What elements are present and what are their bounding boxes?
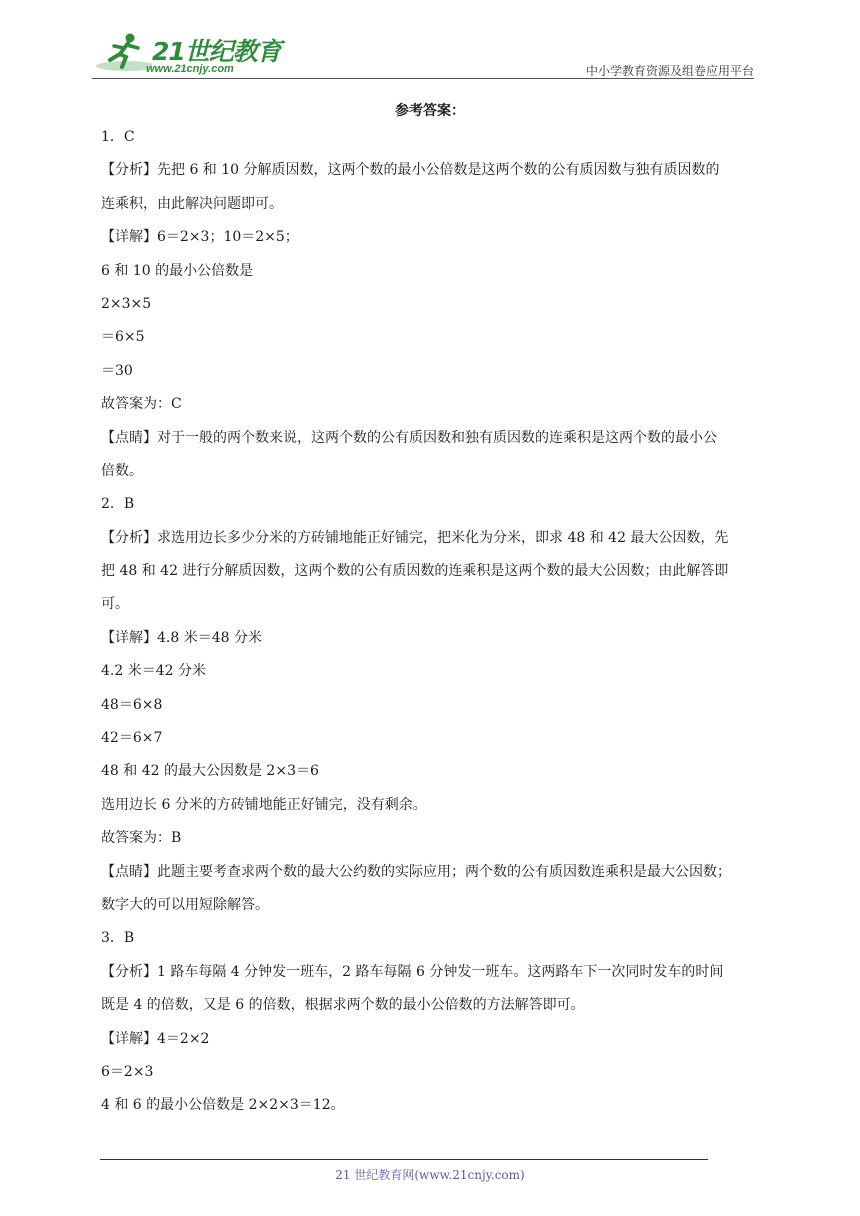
- answer-line: 2．B: [101, 496, 135, 513]
- logo-url: www.21cnjy.com: [146, 63, 234, 75]
- answer-line: 【详解】4＝2×2: [101, 1030, 210, 1047]
- logo-text: 21世纪教育: [152, 37, 281, 66]
- answer-line: 【详解】4.8 米＝48 分米: [101, 629, 262, 646]
- answer-line: 【分析】求选用边长多少分米的方砖铺地能正好铺完，把米化为分米，即求 48 和 42 最大公因数，先: [101, 529, 729, 546]
- answer-line: ＝30: [101, 362, 133, 379]
- answer-line: 48＝6×8: [101, 696, 163, 713]
- answer-line: 4 和 6 的最小公倍数是 2×2×3＝12。: [101, 1097, 345, 1114]
- answer-line: 数字大的可以用短除解答。: [101, 896, 269, 913]
- answer-line: 3．B: [101, 930, 135, 947]
- answer-line: 【分析】先把 6 和 10 分解质因数，这两个数的最小公倍数是这两个数的公有质因数与独有质因数的: [101, 162, 720, 179]
- platform-label: 中小学教育资源及组卷应用平台: [585, 64, 754, 78]
- footer-divider: [100, 1159, 708, 1160]
- answer-line: 2×3×5: [101, 295, 152, 312]
- answer-line: 【点睛】对于一般的两个数来说，这两个数的公有质因数和独有质因数的连乘积是这两个数的最小公: [101, 429, 717, 446]
- page-title: 参考答案：: [395, 103, 465, 119]
- answer-line: 【点睛】此题主要考查求两个数的最大公约数的实际应用；两个数的公有质因数连乘积是最大公因数；: [101, 863, 731, 880]
- answer-content: [101, 126, 761, 1128]
- answer-line: 选用边长 6 分米的方砖铺地能正好铺完，没有剩余。: [101, 796, 427, 813]
- answer-line: 【分析】1 路车每隔 4 分钟发一班车，2 路车每隔 6 分钟发一班车。这两路车下一次同时发车的时间: [101, 963, 724, 980]
- answer-line: 6 和 10 的最小公倍数是: [101, 262, 254, 279]
- header-divider: [92, 78, 754, 79]
- answer-line: 既是 4 的倍数，又是 6 的倍数，根据求两个数的最小公倍数的方法解答即可。: [101, 997, 585, 1014]
- answer-line: 48 和 42 的最大公因数是 2×3＝6: [101, 763, 319, 780]
- answer-line: 【详解】6＝2×3；10＝2×5；: [101, 229, 299, 246]
- answer-line: 4.2 米＝42 分米: [101, 663, 206, 680]
- page-header: [0, 0, 860, 80]
- answer-line: 故答案为：C: [101, 396, 182, 413]
- answer-line: 连乘积，由此解决问题即可。: [101, 195, 283, 212]
- answer-line: 6＝2×3: [101, 1063, 154, 1080]
- answer-line: 把 48 和 42 进行分解质因数，这两个数的公有质因数的连乘积是这两个数的最大公因数；由此解答即: [101, 563, 729, 580]
- answer-line: ＝6×5: [101, 329, 145, 346]
- runner-icon: [92, 30, 152, 76]
- answer-line: 1．C: [101, 129, 135, 145]
- answer-line: 可。: [101, 596, 129, 613]
- answer-line: 倍数。: [101, 462, 143, 479]
- answer-line: 故答案为：B: [101, 830, 182, 847]
- page-footer: 21 世纪教育网(www.21cnjy.com): [335, 1168, 525, 1182]
- answer-line: 42＝6×7: [101, 730, 163, 747]
